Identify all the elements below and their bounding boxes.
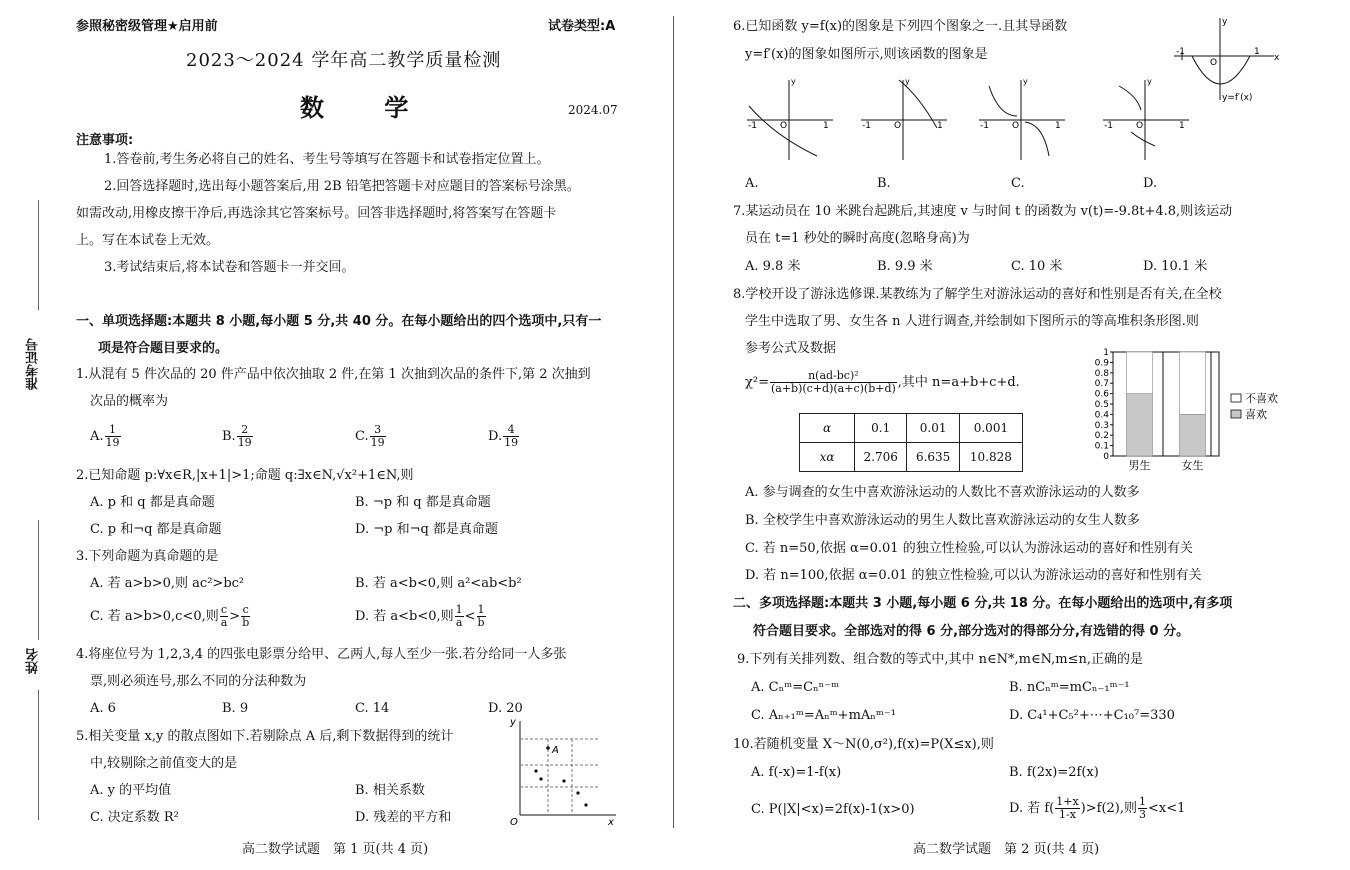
section-1-heading-cont: 项是符合题目要求的。: [98, 341, 229, 356]
q5-option-c: C. 决定系数 R²: [90, 810, 179, 825]
origin-label: O: [510, 817, 518, 827]
q9-option-d: D. C₄¹+C₅²+⋯+C₁₀⁷=330: [1009, 708, 1175, 723]
origin-label: O: [780, 121, 788, 131]
scatter-point: [534, 769, 537, 772]
table-cell: 10.828: [959, 443, 1022, 472]
y-tick-label: 0: [1103, 452, 1109, 462]
y-axis-label: y: [1023, 77, 1028, 86]
q2-option-a: A. p 和 q 都是真命题: [90, 495, 215, 510]
q7-option-a: A. 9.8 米: [745, 259, 801, 274]
q6-stem-cont: y=f′(x)的图象如图所示,则该函数的图象是: [745, 47, 988, 62]
curve: [749, 106, 817, 156]
q6-option-c: C.: [1011, 176, 1025, 191]
q9-option-a: A. Cₙᵐ=Cₙⁿ⁻ᵐ: [751, 680, 840, 695]
origin-label: O: [894, 121, 902, 131]
tick-label: -1: [1176, 47, 1185, 57]
sidebar-line: [38, 690, 39, 820]
notice-heading: 注意事项:: [76, 133, 134, 148]
q8-critical-table: [799, 413, 1023, 472]
q6-graph-c: [977, 76, 1067, 162]
q4-option-b: B. 9: [222, 701, 249, 716]
tick-label: -1: [862, 121, 871, 131]
tick-label: -1: [1104, 121, 1113, 131]
q1-stem-cont: 次品的概率为: [90, 394, 169, 409]
x-axis-label: x: [608, 817, 614, 827]
x-axis-label: x: [1274, 53, 1280, 63]
q10-stem: 10.若随机变量 X～N(0,σ²),f(x)=P(X≤x),则: [733, 737, 994, 752]
q8-stem-cont: 学生中选取了男、女生各 n 人进行调查,并绘制如下图所示的等高堆积条形图.则: [745, 314, 1199, 329]
q3-option-b: B. 若 a<b<0,则 a²<ab<b²: [355, 576, 522, 591]
section-1-heading: 一、单项选择题:本题共 8 小题,每小题 5 分,共 40 分。在每小题给出的四个选项中,只有一: [76, 314, 602, 329]
q1-option-c: C. $\frac{3}{19}$: [355, 423, 385, 449]
q9-option-b: B. nCₙᵐ=mCₙ₋₁ᵐ⁻¹: [1009, 680, 1130, 695]
y-tick-label: 0.2: [1094, 431, 1109, 442]
category-label: 女生: [1181, 459, 1204, 472]
table-cell: 2.706: [855, 443, 907, 472]
q5-scatter-plot: [508, 715, 620, 827]
table-row: [800, 443, 1023, 472]
table-cell: α: [800, 414, 855, 443]
q10-option-a: A. f(-x)=1-f(x): [751, 765, 842, 780]
y-tick-label: 0.6: [1094, 389, 1109, 400]
q5-stem-cont: 中,较剔除之前值变大的是: [90, 756, 238, 771]
paper-type-label: 试卷类型:A: [548, 19, 616, 34]
q5-option-a: A. y 的平均值: [90, 783, 172, 798]
q2-option-d: D. ¬p 和¬q 都是真命题: [355, 522, 498, 537]
notice-item-2-cont: 如需改动,用橡皮擦干净后,再选涂其它答案标号。回答非选择题时,将答案写在答题卡: [76, 206, 557, 221]
y-tick-label: 0.8: [1094, 368, 1109, 379]
y-axis-label: y: [791, 77, 796, 86]
bar-segment: [1127, 394, 1153, 456]
tick-label: 1: [1254, 47, 1260, 57]
scatter-point: [584, 803, 587, 806]
q7-stem-cont: 员在 t=1 秒处的瞬时高度(忽略身高)为: [745, 231, 970, 246]
page-divider: [673, 16, 674, 828]
origin-label: O: [1210, 58, 1218, 68]
q7-option-d: D. 10.1 米: [1143, 259, 1208, 274]
scatter-point: [562, 779, 565, 782]
q2-option-b: B. ¬p 和 q 都是真命题: [355, 495, 491, 510]
exam-title: 2023～2024 学年高二教学质量检测: [186, 50, 502, 71]
y-axis-label: y: [510, 717, 516, 728]
q1-option-b: B. $\frac{2}{19}$: [222, 423, 252, 449]
legend-swatch: [1231, 394, 1241, 402]
bar-segment: [1127, 352, 1153, 394]
q1-option-d: D. $\frac{4}{19}$: [488, 423, 519, 449]
secret-label: 参照秘密级管理★启用前: [76, 19, 218, 34]
q9-stem: 9.下列有关排列数、组合数的等式中,其中 n∈N*,m∈N,m≤n,正确的是: [737, 652, 1144, 667]
table-cell: 6.635: [907, 443, 959, 472]
page-footer: 高二数学试题 第 2 页(共 4 页): [913, 842, 1100, 857]
y-tick-label: 0.5: [1094, 400, 1109, 410]
tick-label: 1: [1179, 121, 1185, 131]
q8-option-b: B. 全校学生中喜欢游泳运动的男生人数比喜欢游泳运动的女生人数多: [745, 513, 1140, 528]
bar-segment: [1180, 352, 1206, 414]
q3-option-a: A. 若 a>b>0,则 ac²>bc²: [90, 576, 245, 591]
q4-option-a: A. 6: [90, 701, 116, 716]
category-label: 男生: [1128, 459, 1151, 472]
exam-id-label: 准考证号: [26, 338, 41, 390]
q7-stem: 7.某运动员在 10 米跳台起跳后,其速度 v 与时间 t 的函数为 v(t)=-9.8t+4.8,则该运动: [733, 204, 1233, 219]
q8-option-d: D. 若 n=100,依据 α=0.01 的独立性检验,可以认为游泳运动的喜好和性别有关: [745, 568, 1202, 583]
sidebar-line: [38, 520, 39, 640]
curve: [899, 80, 937, 128]
notice-item-3: 3.考试结束后,将本试卷和答题卡一并交回。: [104, 260, 355, 275]
name-label: 姓名: [26, 648, 41, 674]
q10-option-b: B. f(2x)=2f(x): [1009, 765, 1099, 780]
q1-option-a: A. $\frac{1}{19}$: [90, 423, 120, 449]
table-cell: 0.001: [959, 414, 1022, 443]
q5-option-d: D. 残差的平方和: [355, 810, 452, 825]
legend-swatch: [1231, 410, 1241, 418]
q6-graph-d: [1101, 76, 1191, 162]
curve: [1131, 132, 1155, 146]
q8-stem: 8.学校开设了游泳选修课.某教练为了解学生对游泳运动的喜好和性别是否有关,在全校: [733, 287, 1222, 302]
q5-stem: 5.相关变量 x,y 的散点图如下.若剔除点 A 后,剩下数据得到的统计: [76, 729, 454, 744]
q8-option-a: A. 参与调查的女生中喜欢游泳运动的人数比不喜欢游泳运动的人数多: [745, 485, 1140, 500]
q1-stem: 1.从混有 5 件次品的 20 件产品中依次抽取 2 件,在第 1 次抽到次品的条件下,第 2 次抽到: [76, 367, 591, 382]
table-cell: 0.1: [855, 414, 907, 443]
q6-option-d: D.: [1143, 176, 1158, 191]
q5-option-b: B. 相关系数: [355, 783, 425, 798]
derivative-curve: [1192, 56, 1250, 84]
y-tick-label: 0.3: [1094, 420, 1109, 431]
q10-option-c: C. P(|X|<x)=2f(x)-1(x>0): [751, 802, 915, 817]
bar-segment: [1180, 414, 1206, 456]
q3-option-d: D. 若 a<b<0,则 $\frac{1}{a}$ < $\frac{1}{b}$: [355, 603, 485, 629]
scatter-point-a: [546, 746, 550, 750]
q6-stem: 6.已知函数 y=f(x)的图象是下列四个图象之一.且其导函数: [733, 19, 1068, 34]
section-2-heading: 二、多项选择题:本题共 3 小题,每小题 6 分,共 18 分。在每小题给出的选项中,有多项: [733, 596, 1233, 611]
y-axis-label: y: [905, 77, 910, 86]
origin-label: O: [1136, 121, 1144, 131]
notice-item-2: 2.回答选择题时,选出每小题答案后,用 2B 铅笔把答题卡对应题目的答案标号涂黑。: [104, 179, 580, 194]
page-2: [675, 0, 1350, 870]
q8-stacked-bar-chart: [1085, 344, 1325, 476]
q6-option-a: A.: [745, 176, 759, 191]
notice-item-1: 1.答卷前,考生务必将自己的姓名、考生号等填写在答题卡和试卷指定位置上。: [104, 152, 550, 167]
q3-stem: 3.下列命题为真命题的是: [76, 549, 219, 564]
origin-label: O: [1012, 121, 1020, 131]
q9-option-c: C. Aₙ₊₁ᵐ=Aₙᵐ+mAₙᵐ⁻¹: [751, 708, 896, 723]
y-axis-label: y: [1147, 77, 1152, 86]
q6-option-b: B.: [877, 176, 891, 191]
q3-option-c: C. 若 a>b>0,c<0,则 $\frac{c}{a}$ > $\frac{c}{b}$: [90, 603, 250, 629]
curve: [989, 86, 1017, 116]
table-cell: xα: [800, 443, 855, 472]
tick-label: -1: [748, 121, 757, 131]
q10-option-d: D. 若 f( $\frac{1+x}{1-x}$ )>f(2),则 $\frac{1}{3}$ <x<1: [1009, 795, 1186, 821]
point-a-label: A: [552, 745, 559, 756]
q2-option-c: C. p 和¬q 都是真命题: [90, 522, 222, 537]
y-tick-label: 0.4: [1094, 410, 1109, 421]
tick-label: 1: [937, 121, 943, 131]
derivative-label: y=f′(x): [1222, 93, 1253, 103]
subject-title: 数 学: [300, 94, 435, 122]
y-tick-label: 0.9: [1094, 358, 1109, 369]
q4-stem: 4.将座位号为 1,2,3,4 的四张电影票分给甲、乙两人,每人至少一张.若分给同一人多张: [76, 647, 567, 662]
scatter-point: [576, 791, 579, 794]
table-row: [800, 414, 1023, 443]
q8-formula: χ²= $\frac{\text{n(ad-bc)²}}{(a+b)(c+d)(a+c)(b+d)}$ ,其中 n=a+b+c+d.: [745, 369, 1020, 395]
q4-option-c: C. 14: [355, 701, 390, 716]
q4-stem-cont: 票,则必须连号,那么不同的分法种数为: [90, 674, 307, 689]
y-axis-label: y: [1222, 17, 1228, 27]
legend-label: 喜欢: [1245, 408, 1267, 421]
legend-label: 不喜欢: [1245, 392, 1278, 405]
curve: [1119, 86, 1141, 110]
y-tick-label: 1: [1103, 348, 1109, 358]
tick-label: 1: [1055, 121, 1061, 131]
tick-label: 1: [823, 121, 829, 131]
table-cell: 0.01: [907, 414, 959, 443]
y-tick-label: 0.1: [1094, 441, 1109, 452]
q7-option-b: B. 9.9 米: [877, 259, 933, 274]
q6-graph-a: [745, 76, 835, 162]
scatter-point: [539, 777, 542, 780]
section-2-heading-cont: 符合题目要求。全部选对的得 6 分,部分选对的得部分分,有选错的得 0 分。: [753, 624, 1190, 639]
tick-label: -1: [980, 121, 989, 131]
q4-option-d: D. 20: [488, 701, 523, 716]
exam-date: 2024.07: [568, 103, 618, 117]
q8-option-c: C. 若 n=50,依据 α=0.01 的独立性检验,可以认为游泳运动的喜好和性别有关: [745, 541, 1193, 556]
q2-stem: 2.已知命题 p:∀x∈R,|x+1|>1;命题 q:∃x∈N,√x²+1∈N,则: [76, 468, 414, 483]
q6-graph-b: [859, 76, 949, 162]
notice-item-2-end: 上。写在本试卷上无效。: [76, 233, 220, 248]
curve: [1025, 122, 1049, 156]
page-footer: 高二数学试题 第 1 页(共 4 页): [242, 842, 429, 857]
q7-option-c: C. 10 米: [1011, 259, 1063, 274]
q8-reference: 参考公式及数据: [745, 341, 837, 356]
sidebar-line: [38, 200, 39, 310]
y-tick-label: 0.7: [1094, 379, 1109, 390]
